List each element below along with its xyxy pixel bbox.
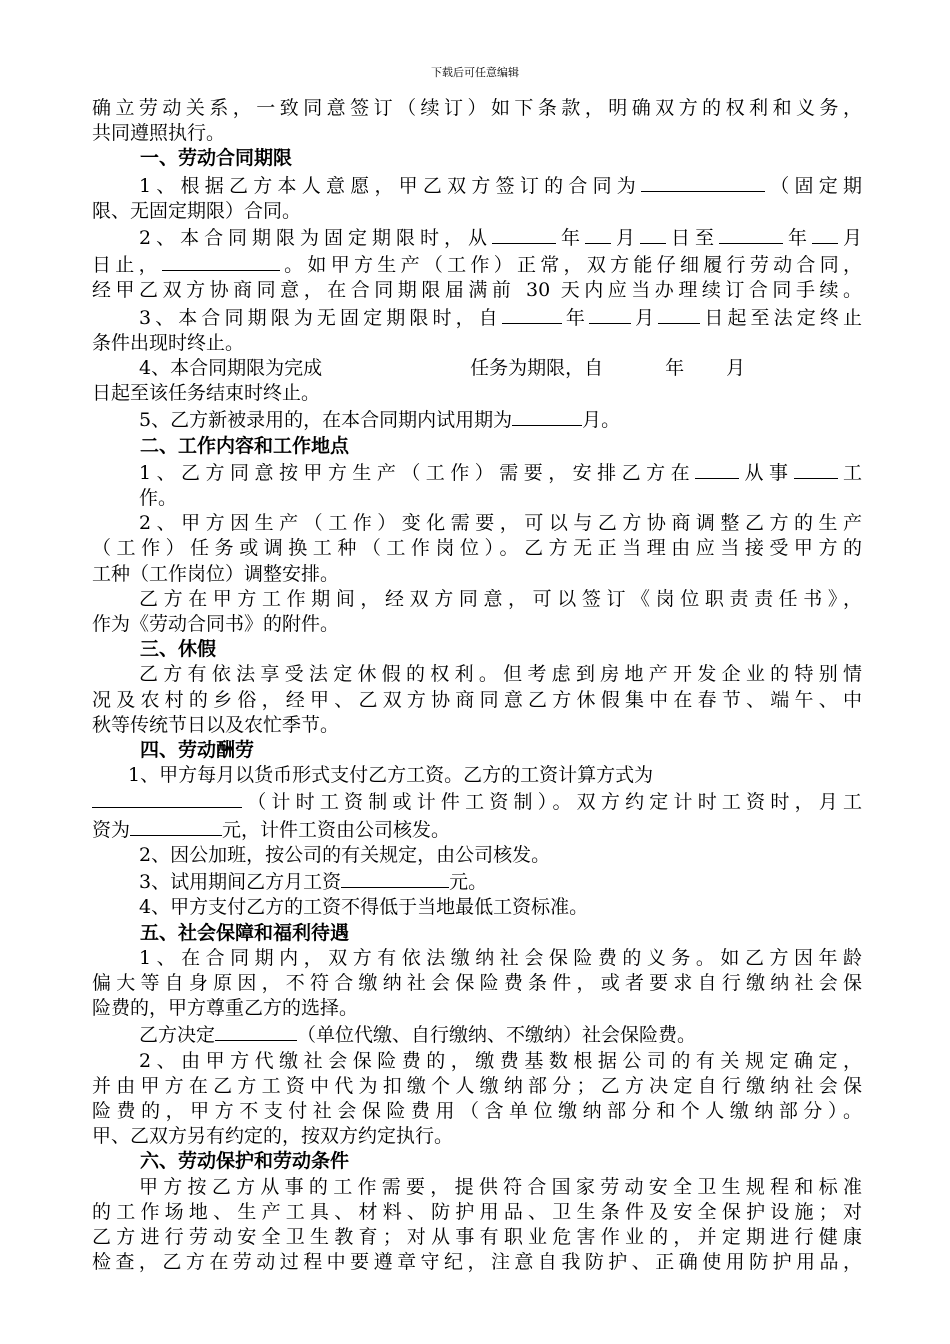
clause-line: 1、在合同期内，双方有依法缴纳社会保险费的义务。如乙方因年龄 — [139, 946, 862, 969]
clause-line: 秋等传统节日以及农忙季节。 — [92, 713, 340, 736]
text: 年 — [561, 306, 590, 329]
blank-field — [341, 868, 449, 888]
blank-field — [658, 304, 700, 324]
clause-line — [92, 356, 862, 381]
clause-line: 险费的，甲方尊重乙方的选择。 — [92, 997, 359, 1020]
text: 4、本合同期限为完成 — [139, 357, 323, 380]
text: 月 — [837, 227, 862, 250]
section-heading: 二、工作内容和工作地点 — [140, 434, 350, 457]
contract-body — [92, 96, 862, 1275]
clause-line — [92, 868, 862, 895]
clause-line: 日起至该任务结束时终止。 — [92, 382, 321, 405]
blank-field — [812, 224, 838, 244]
text: （计时工资制或计件工资制）。双方约定计时工资时，月工 — [242, 791, 862, 814]
page-header: 下载后可任意编辑 — [431, 66, 519, 79]
clause-line: 作。 — [139, 487, 178, 510]
clause-line: 条件出现时终止。 — [92, 331, 245, 354]
section-heading: 一、劳动合同期限 — [140, 147, 293, 170]
blank-field — [641, 172, 765, 192]
text: 日起至法定终止 — [700, 306, 862, 329]
text: 资为 — [92, 818, 131, 841]
text: （单位代缴、自行缴纳、不缴纳）社会保险费。 — [297, 1024, 697, 1047]
text: 年 — [665, 357, 685, 380]
clause-line: 2、因公加班，按公司的有关规定，由公司核发。 — [139, 843, 551, 866]
text: 5、乙方新被录用的，在本合同期内试用期为 — [139, 409, 513, 432]
clause-line: 检查，乙方在劳动过程中要遵章守纪，注意自我防护、正确使用防护用品， — [92, 1251, 862, 1274]
clause-line: 乙方进行劳动安全卫生教育；对从事有职业危害作业的，并定期进行健康 — [92, 1225, 862, 1248]
text: （固定期 — [765, 174, 862, 197]
clause-line: 的工作场地、生产工具、材料、防护用品、卫生条件及安全保护设施；对 — [92, 1200, 862, 1223]
clause-line: 偏大等自身原因，不符合缴纳社会保险费条件，或者要求自行缴纳社会保 — [92, 971, 862, 994]
blank-field — [512, 406, 582, 426]
clause-line: （工作）任务或调换工种（工作岗位）。乙方无正当理由应当接受甲方的 — [92, 537, 862, 560]
clause-line — [92, 172, 862, 199]
text: 1、乙方同意按甲方生产（工作）需要，安排乙方在 — [139, 461, 696, 484]
text: 3、本合同期限为无固定期限时，自 — [139, 306, 502, 329]
blank-field — [589, 304, 631, 324]
section-heading: 六、劳动保护和劳动条件 — [140, 1150, 350, 1173]
blank-field — [695, 459, 739, 479]
text: 元。 — [449, 871, 488, 894]
clause-line: 2、由甲方代缴社会保险费的，缴费基数根据公司的有关规定确定， — [139, 1049, 862, 1072]
clause-line: 1、甲方每月以货币形式支付乙方工资。乙方的工资计算方式为 — [128, 764, 654, 787]
blank-field — [502, 304, 562, 324]
clause-line: 乙方有依法享受法定休假的权利。但考虑到房地产开发企业的特别情 — [139, 663, 862, 686]
text: 1、根据乙方本人意愿，甲乙双方签订的合同为 — [139, 174, 642, 197]
clause-line: 4、甲方支付乙方的工资不得低于当地最低工资标准。 — [139, 896, 589, 919]
clause-line: 甲、乙双方另有约定的，按双方约定执行。 — [92, 1125, 454, 1148]
blank-field — [162, 251, 280, 271]
blank-field — [92, 788, 242, 808]
blank-field — [492, 224, 556, 244]
clause-line: 作为《劳动合同书》的附件。 — [92, 613, 340, 636]
text: 月。 — [582, 409, 621, 432]
section-heading: 五、社会保障和福利待遇 — [140, 921, 350, 944]
clause-line: 险费的，甲方不支付社会保险费用（含单位缴纳部分和个人缴纳部分）。 — [92, 1099, 862, 1122]
text: 从事 — [739, 461, 794, 484]
clause-line: 并由甲方在乙方工资中代为扣缴个人缴纳部分；乙方决定自行缴纳社会保 — [92, 1074, 862, 1097]
clause-line — [92, 224, 862, 251]
clause-line — [92, 304, 862, 331]
blank-field — [719, 224, 783, 244]
text: 至 — [694, 227, 719, 250]
clause-line: 2、甲方因生产（工作）变化需要，可以与乙方协商调整乙方的生产 — [139, 512, 862, 535]
intro-line: 确立劳动关系，一致同意签订（续订）如下条款，明确双方的权利和义务， — [92, 97, 862, 119]
blank-field — [585, 224, 611, 244]
clause-line: 经甲乙双方协商同意，在合同期限届满前 30 天内应当办理续订合同手续。 — [92, 279, 862, 302]
blank-field — [794, 459, 838, 479]
clause-line — [92, 816, 862, 843]
text: 日止， — [92, 254, 162, 277]
blank-field — [130, 816, 222, 836]
text: 年 — [555, 227, 585, 250]
text: 2、本合同期限为固定期限时，从 — [139, 227, 492, 250]
text: 日 — [665, 227, 695, 250]
clause-line — [92, 459, 862, 486]
clause-line: 限、无固定期限）合同。 — [92, 199, 302, 222]
intro-line: 共同遵照执行。 — [92, 122, 226, 145]
blank-field — [640, 224, 666, 244]
text: 月 — [610, 227, 640, 250]
clause-line: 乙方在甲方工作期间，经双方同意，可以签订《岗位职责责任书》， — [139, 587, 862, 610]
text: 乙方决定 — [139, 1024, 216, 1047]
text: 3、试用期间乙方月工资 — [139, 871, 342, 894]
clause-line — [92, 1021, 862, 1048]
section-heading: 三、休假 — [140, 638, 217, 661]
text: 年 — [782, 227, 812, 250]
blank-field — [215, 1021, 297, 1041]
clause-line: 工种（工作岗位）调整安排。 — [92, 562, 340, 585]
clause-line — [92, 406, 862, 433]
text: 。如甲方生产（工作）正常，双方能仔细履行劳动合同， — [279, 254, 862, 277]
section-heading: 四、劳动酬劳 — [140, 739, 255, 762]
text: 任务为期限，自 — [470, 357, 604, 380]
clause-line: 甲方按乙方从事的工作需要，提供符合国家劳动安全卫生规程和标准 — [139, 1175, 862, 1198]
text: 月 — [726, 357, 746, 380]
text: 工 — [837, 461, 862, 484]
clause-line: 况及农村的乡俗，经甲、乙双方协商同意乙方休假集中在春节、端午、中 — [92, 688, 862, 711]
text: 元，计件工资由公司核发。 — [222, 818, 451, 841]
clause-line — [92, 251, 862, 278]
clause-line — [92, 788, 862, 815]
text: 月 — [631, 306, 659, 329]
